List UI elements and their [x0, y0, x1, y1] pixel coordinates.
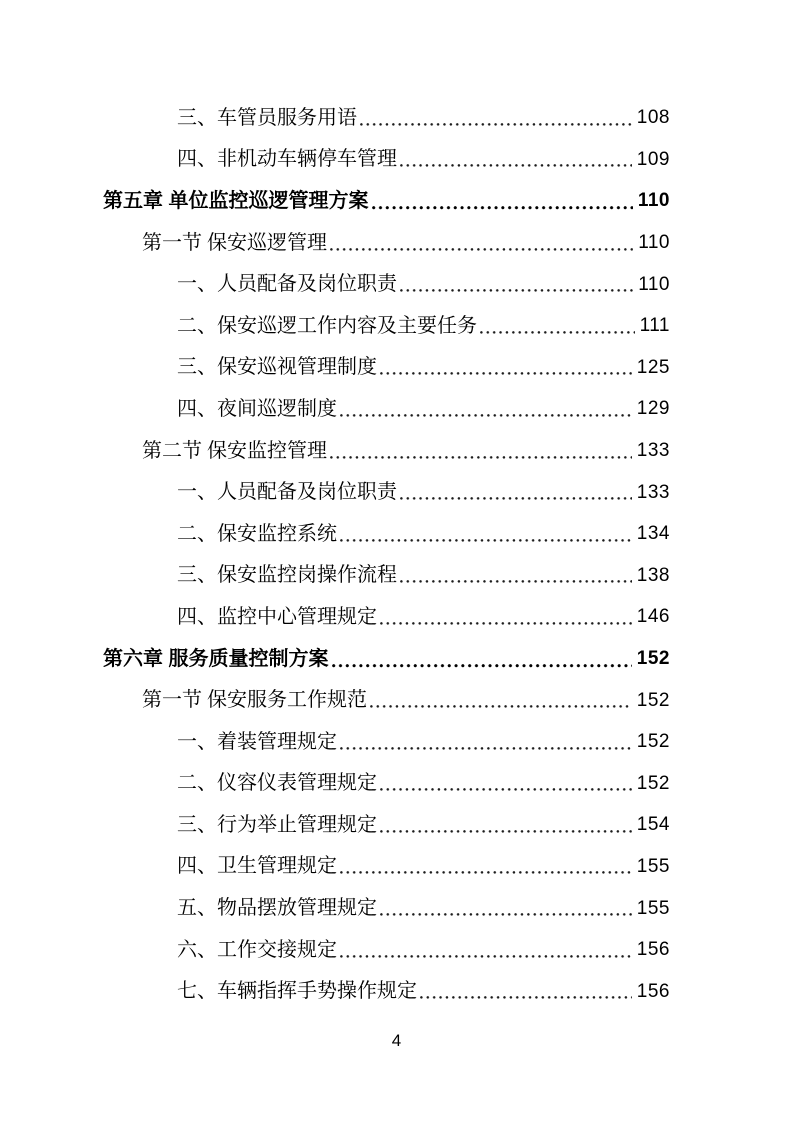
dot-leader	[400, 289, 633, 293]
toc-entry-label[interactable]: 四、卫生管理规定	[177, 855, 337, 878]
toc-entry-label[interactable]: 四、夜间巡逻制度	[177, 397, 337, 420]
toc-entry[interactable]	[103, 555, 670, 597]
toc-page-number[interactable]: 138	[636, 564, 670, 586]
toc-entry-label[interactable]: 第六章 服务质量控制方案	[103, 647, 329, 670]
dot-leader	[340, 955, 632, 959]
toc-entry-label[interactable]: 三、保安巡视管理制度	[177, 356, 377, 379]
toc-entry[interactable]	[103, 804, 670, 846]
dot-leader	[380, 913, 632, 917]
toc-entry[interactable]	[103, 97, 670, 139]
dot-leader	[380, 788, 632, 792]
toc-entry-label[interactable]: 二、保安巡逻工作内容及主要任务	[177, 314, 477, 337]
toc-page-number[interactable]: 133	[636, 440, 670, 462]
toc-entry[interactable]	[103, 846, 670, 888]
dot-leader	[360, 123, 632, 127]
toc-page-number[interactable]: 125	[636, 356, 670, 378]
dot-leader	[340, 871, 632, 875]
toc-page-number[interactable]: 129	[636, 398, 670, 420]
toc-entry-label[interactable]: 六、工作交接规定	[177, 938, 337, 961]
toc-page-number[interactable]: 110	[637, 190, 670, 212]
toc-entry[interactable]	[103, 763, 670, 805]
dot-leader	[372, 206, 633, 210]
toc-page-number[interactable]: 111	[639, 315, 670, 337]
toc-page-number[interactable]: 152	[636, 772, 670, 794]
toc-page-number[interactable]: 110	[638, 273, 670, 295]
toc-entry[interactable]	[103, 887, 670, 929]
toc-entry-label[interactable]: 二、仪容仪表管理规定	[177, 772, 377, 795]
toc-entry-label[interactable]: 一、人员配备及岗位职责	[177, 273, 397, 296]
toc-entry-label[interactable]: 第一节 保安服务工作规范	[142, 689, 367, 712]
toc-entry[interactable]	[103, 347, 670, 389]
toc-entry[interactable]	[103, 513, 670, 555]
toc-page-number[interactable]: 108	[636, 107, 670, 129]
toc-page-number[interactable]: 154	[636, 814, 670, 836]
toc-entry-label[interactable]: 三、车管员服务用语	[177, 106, 357, 129]
toc-page-number[interactable]: 133	[636, 481, 670, 503]
dot-leader	[380, 622, 632, 626]
dot-leader	[332, 664, 632, 668]
dot-leader	[370, 705, 632, 709]
toc-entry[interactable]	[103, 638, 670, 680]
dot-leader	[340, 414, 632, 418]
toc-page-number[interactable]: 146	[636, 606, 670, 628]
toc-entry[interactable]	[103, 139, 670, 181]
dot-leader	[330, 456, 632, 460]
toc-page-number[interactable]: 152	[636, 689, 670, 711]
toc-entry-label[interactable]: 五、物品摆放管理规定	[177, 897, 377, 920]
dot-leader	[330, 248, 633, 252]
toc-entry[interactable]	[103, 596, 670, 638]
toc-page-number[interactable]: 110	[638, 232, 670, 254]
toc-entry[interactable]	[103, 263, 670, 305]
toc-page-number[interactable]: 156	[636, 939, 670, 961]
toc-entry[interactable]	[103, 430, 670, 472]
dot-leader	[400, 580, 632, 584]
toc-entry-label[interactable]: 三、保安监控岗操作流程	[177, 564, 397, 587]
toc-entry[interactable]	[103, 721, 670, 763]
toc-entry-label[interactable]: 第二节 保安监控管理	[142, 439, 327, 462]
toc-entry-label[interactable]: 三、行为举止管理规定	[177, 813, 377, 836]
toc-entry-label[interactable]: 二、保安监控系统	[177, 522, 337, 545]
toc-entry-label[interactable]: 一、着装管理规定	[177, 730, 337, 753]
toc-entry-label[interactable]: 四、监控中心管理规定	[177, 605, 377, 628]
toc-page-number[interactable]: 155	[636, 855, 670, 877]
table-of-contents	[103, 97, 670, 1012]
toc-page-number[interactable]: 109	[636, 148, 670, 170]
dot-leader	[340, 539, 632, 543]
toc-entry[interactable]	[103, 388, 670, 430]
dot-leader	[420, 996, 632, 1000]
toc-page-number[interactable]: 156	[636, 980, 670, 1002]
toc-entry[interactable]	[103, 305, 670, 347]
dot-leader	[480, 331, 635, 335]
toc-entry[interactable]	[103, 222, 670, 264]
toc-page-number[interactable]: 134	[636, 523, 670, 545]
toc-page-number[interactable]: 152	[636, 731, 670, 753]
dot-leader	[400, 164, 632, 168]
toc-page-number[interactable]: 152	[636, 648, 670, 670]
toc-entry-label[interactable]: 一、人员配备及岗位职责	[177, 481, 397, 504]
toc-entry-label[interactable]: 七、车辆指挥手势操作规定	[177, 980, 417, 1003]
dot-leader	[400, 497, 632, 501]
toc-entry-label[interactable]: 第一节 保安巡逻管理	[142, 231, 327, 254]
toc-entry[interactable]	[103, 970, 670, 1012]
toc-page-number[interactable]: 155	[636, 897, 670, 919]
toc-entry-label[interactable]: 第五章 单位监控巡逻管理方案	[103, 189, 369, 212]
footer-page-number: 4	[391, 1031, 402, 1050]
dot-leader	[380, 830, 632, 834]
toc-entry[interactable]	[103, 180, 670, 222]
toc-entry-label[interactable]: 四、非机动车辆停车管理	[177, 148, 397, 171]
toc-entry[interactable]	[103, 929, 670, 971]
toc-entry[interactable]	[103, 679, 670, 721]
dot-leader	[380, 372, 632, 376]
dot-leader	[340, 747, 632, 751]
toc-entry[interactable]	[103, 471, 670, 513]
